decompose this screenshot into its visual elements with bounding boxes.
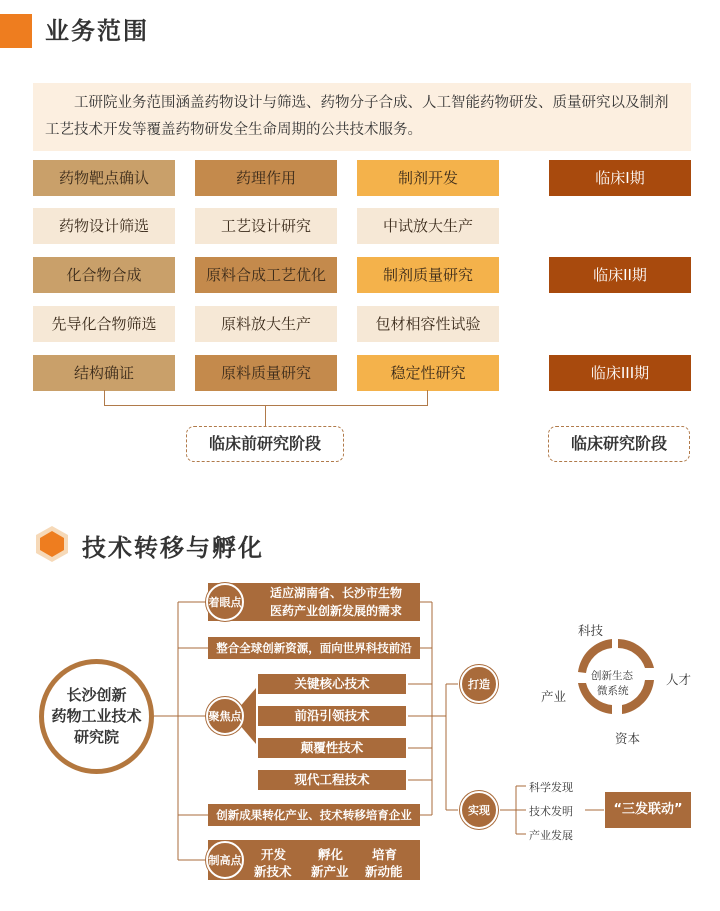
cell-col2: 原料放大生产 (195, 306, 337, 342)
institute-name-line: 长沙创新 (66, 686, 127, 704)
cell-col2: 药理作用 (195, 160, 337, 196)
integrate-box: 整合全球创新资源，面向世界科技前沿 (208, 637, 420, 659)
cell-col1: 化合物合成 (33, 257, 175, 293)
cycle-left: 产业 (541, 689, 567, 704)
height-item-line: 新技术 (254, 864, 292, 879)
cell-col3: 稳定性研究 (357, 355, 499, 391)
focus-label: 着眼点 (206, 583, 244, 621)
cell-col1: 药物靶点确认 (33, 160, 175, 196)
cell-clinical-phase-3: 临床III期 (549, 355, 691, 391)
cell-clinical-phase-2: 临床II期 (549, 257, 691, 293)
cell-col2: 原料质量研究 (195, 355, 337, 391)
section-title-tech-transfer: 技术转移与孵化 (82, 534, 264, 562)
cell-col1: 先导化合物筛选 (33, 306, 175, 342)
realize-item: 产业发展 (529, 829, 573, 842)
cell-clinical-phase-1: 临床I期 (549, 160, 691, 196)
cycle-top: 科技 (578, 623, 604, 638)
cell-col3: 包材相容性试验 (357, 306, 499, 342)
height-item-line: 培育 (372, 847, 398, 862)
key-item: 颠覆性技术 (258, 738, 406, 758)
build-label: 打造 (460, 665, 498, 703)
transfer-box: 创新成果转化产业、技术转移培育企业 (208, 804, 420, 826)
height-item-line: 孵化 (318, 847, 344, 862)
intro-paragraph: 工研院业务范围涵盖药物设计与筛选、药物分子合成、人工智能药物研发、质量研究以及制剂工艺技术开发等覆盖药物研发全生命周期的公共技术服务。 (33, 83, 691, 151)
stage-preclinical: 临床前研究阶段 (186, 426, 344, 462)
key-item: 前沿引领技术 (258, 706, 406, 726)
cycle-center-line: 微系统 (597, 685, 629, 697)
cycle-center-line: 创新生态 (591, 670, 633, 682)
focus-text-line: 医药产业创新发展的需求 (269, 604, 402, 618)
realize-item: 技术发明 (529, 805, 573, 818)
cell-col3: 制剂质量研究 (357, 257, 499, 293)
realize-label: 实现 (460, 791, 498, 829)
key-item: 现代工程技术 (258, 770, 406, 790)
height-item-line: 新产业 (311, 864, 349, 879)
cell-col2: 原料合成工艺优化 (195, 257, 337, 293)
height-item-line: 开发 (261, 847, 287, 862)
cell-col3: 中试放大生产 (357, 208, 499, 244)
cell-col2: 工艺设计研究 (195, 208, 337, 244)
key-item: 关键核心技术 (258, 674, 406, 694)
institute-circle (39, 659, 154, 774)
key-label: 聚焦点 (206, 697, 244, 735)
height-label: 制高点 (206, 841, 244, 879)
linkage-badge: “三发联动” (605, 792, 691, 828)
section-title-business-scope: 业务范围 (45, 17, 149, 45)
institute-name-line: 研究院 (73, 728, 119, 746)
cycle-right: 人才 (666, 672, 692, 687)
cell-col1: 药物设计筛选 (33, 208, 175, 244)
cell-col3: 制剂开发 (357, 160, 499, 196)
cycle-bottom: 资本 (615, 731, 641, 746)
height-item-line: 新动能 (365, 864, 403, 879)
stage-clinical: 临床研究阶段 (548, 426, 690, 462)
focus-text-line: 适应湖南省、长沙市生物 (269, 586, 402, 600)
cell-col1: 结构确证 (33, 355, 175, 391)
realize-item: 科学发现 (529, 781, 573, 794)
institute-name-line: 药物工业技术 (51, 707, 142, 725)
